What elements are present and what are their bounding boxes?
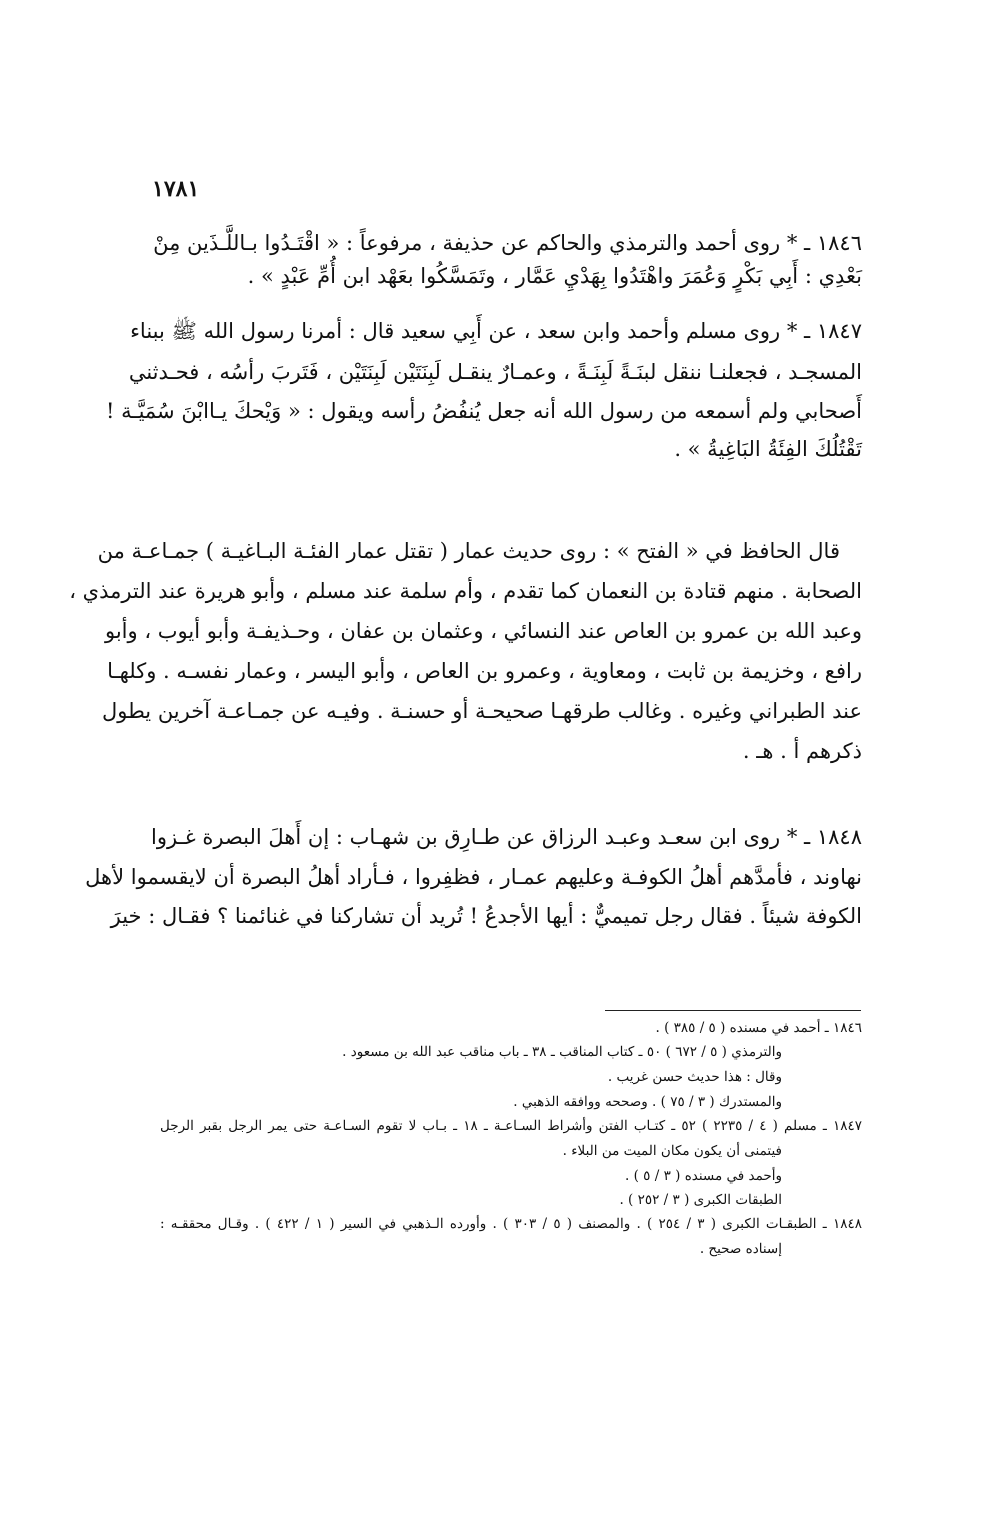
footnote-1848: ١٨٤٨ ـ الطبقـات الكبرى ( ٣ / ٢٥٤ ) . والمصنف ( ٥ / ٣٠٣ ) . وأورده الـذهبي في السير ( ١ / ٤٢٢ ) . وقـال محققـه : — [160, 1216, 862, 1232]
hadith-1848-line: الكوفة شيئاً . فقال رجل تميميٌّ : أيها الأجدعُ ! تُريد أن تشاركنا في غنائمنا ؟ فقـال : خيرَ — [110, 904, 862, 928]
commentary-line: رافع ، وخزيمة بن ثابت ، ومعاوية ، وعمرو بن العاص ، وأبو اليسر ، وعمار نفسـه . وكلهـا — [107, 659, 862, 683]
hadith-1847-line: ١٨٤٧ ـ * روى مسلم وأحمد وابن سعد ، عن أَبِي سعيد قال : أمرنا رسول الله ﷺ ببناء — [130, 319, 862, 343]
footnote-1846: ١٨٤٦ ـ أحمد في مسنده ( ٥ / ٣٨٥ ) . — [655, 1020, 862, 1036]
hadith-1846-line: ١٨٤٦ ـ * روى أحمد والترمذي والحاكم عن حذيفة ، مرفوعاً : « اقْتَـدُوا بـاللَّـذَين مِنْ — [153, 231, 862, 255]
footnote-separator — [605, 1010, 861, 1011]
hadith-1847-line: تَقْتُلُكَ الفِئَةُ البَاغِيةُ » . — [674, 437, 862, 461]
footnote-line: والترمذي ( ٥ / ٦٧٢ ) ٥٠ ـ كتاب المناقب ـ ٣٨ ـ باب مناقب عبد الله بن مسعود . — [342, 1044, 782, 1060]
hadith-1847-line: أَصحابي ولم أسمعه من رسول الله أنه جعل يُنفُضُ رأسه ويقول : « وَيْحكَ يـاابْنَ سُمَيَّـة ! — [106, 399, 862, 423]
hadith-1848-line: نهاوند ، فأمدَّهم أهلُ الكوفـة وعليهم عمـار ، فظفِروا ، فـأراد أهلُ البصرة أن لايقسموا لأهل — [85, 865, 862, 889]
footnote-line: وقال : هذا حديث حسن غريب . — [607, 1069, 782, 1085]
footnote-line: الطبقات الكبرى ( ٣ / ٢٥٢ ) . — [619, 1192, 782, 1208]
hadith-1846-line: بَعْدِي : أَبِي بَكْرٍ وَعُمَرَ واهْتَدُوا بِهَدْيِ عَمَّار ، وتَمَسَّكُوا بعَهْد ابن أُمِّ عَبْدٍ » . — [247, 264, 862, 288]
footnote-line: إسناده صحيح . — [699, 1241, 782, 1257]
page-number: ١٧٨١ — [152, 176, 200, 202]
footnote-line: وأحمد في مسنده ( ٣ / ٥ ) . — [625, 1168, 782, 1184]
footnote-1847: ١٨٤٧ ـ مسلم ( ٤ / ٢٢٣٥ ) ٥٢ ـ كتـاب الفتن وأشراط السـاعـة ـ ١٨ ـ بـاب لا تقوم السـاعـة حتى يمر الرجل بقبر الرجل — [160, 1118, 862, 1134]
commentary-line: وعبد الله بن عمرو بن العاص عند النسائي ، وعثمان بن عفان ، وحـذيفـة وأبو أيوب ، وأبو — [104, 619, 862, 643]
commentary-line: الصحابة . منهم قتادة بن النعمان كما تقدم ، وأم سلمة عند مسلم ، وأبو هريرة عند الترمذي ، — [69, 579, 862, 603]
commentary-line: قال الحافظ في « الفتح » : روى حديث عمار ( تقتل عمار الفئـة البـاغيـة ) جمـاعـة من — [97, 539, 840, 563]
hadith-1848-line: ١٨٤٨ ـ * روى ابن سعـد وعبـد الرزاق عن طـارِق بن شهـاب : إن أَهلَ البصرة غـزوا — [151, 825, 862, 849]
hadith-1847-line: المسجـد ، فجعلنـا ننقل لبنَـةً لَبِنَـةً ، وعمـارٌ ينقـل لَبِنَتَيْن لَبِنَتَيْن ، فَتَربَ رأسُه ، فحـدثني — [128, 360, 862, 384]
footnote-line: والمستدرك ( ٣ / ٧٥ ) . وصححه ووافقه الذهبي . — [513, 1094, 782, 1110]
footnote-line: فيتمنى أن يكون مكان الميت من البلاء . — [562, 1143, 782, 1159]
commentary-line: ذكرهم أ . هـ . — [742, 739, 862, 763]
commentary-line: عند الطبراني وغيره . وغالب طرقهـا صحيحـة أو حسنـة . وفيـه عن جمـاعـة آخرين يطول — [101, 699, 862, 723]
